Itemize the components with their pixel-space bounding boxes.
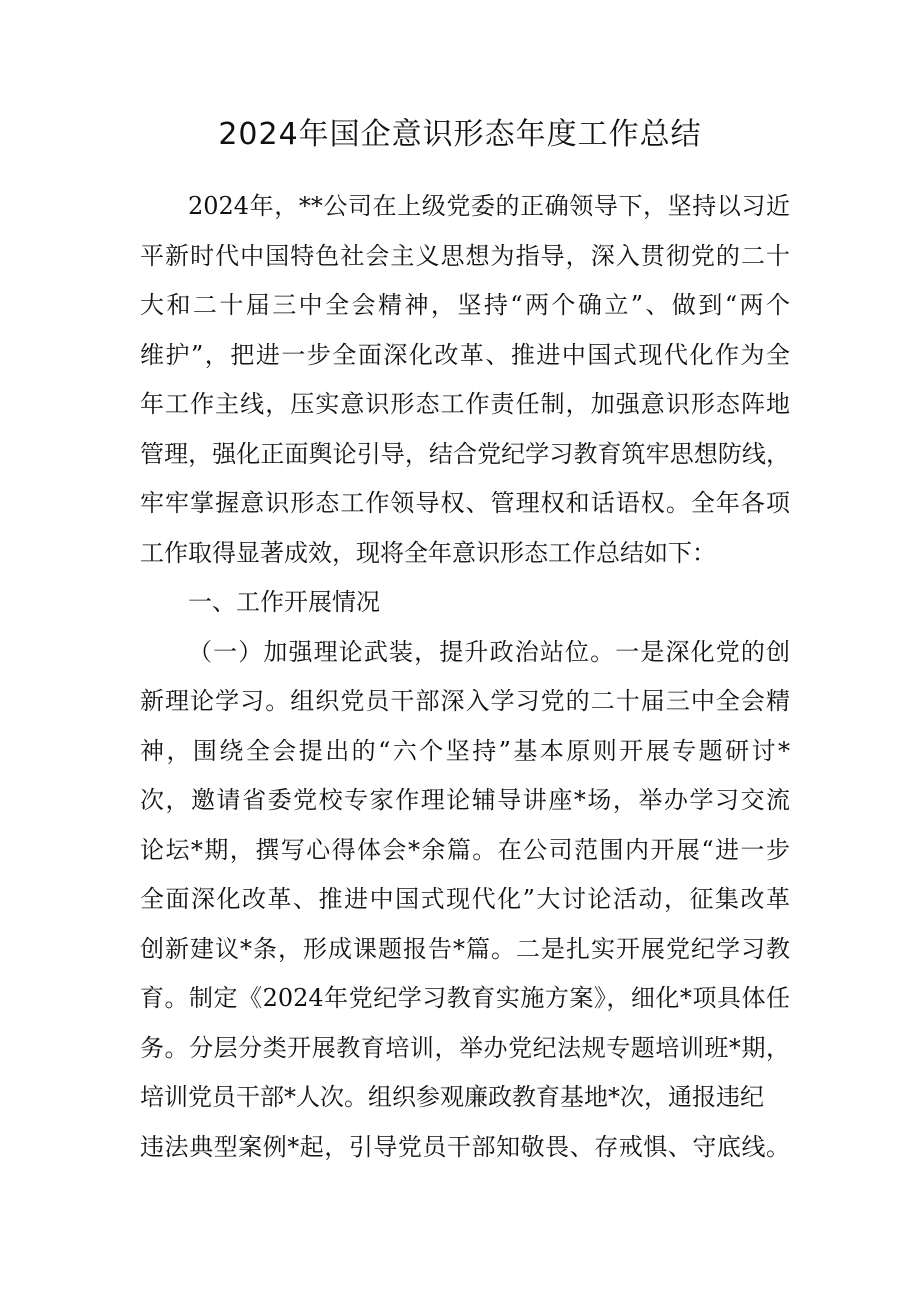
text-line: 新理论学习。组织党员干部深入学习党的二十届三中全会精: [140, 687, 790, 715]
document-body: [140, 182, 790, 1172]
text-line: （一）加强理论武装，提升政治站位。一是深化党的创: [188, 637, 790, 666]
intro-paragraph: [140, 182, 790, 578]
text-line: 论坛*期，撰写心得体会*余篇。在公司范围内开展“进一步: [140, 835, 790, 864]
text-line: 工作取得显著成效，现将全年意识形态工作总结如下：: [140, 538, 716, 567]
text-line: 维护”，把进一步全面深化改革、推进中国式现代化作为全: [140, 340, 790, 369]
document-title: 2024年国企意识形态年度工作总结: [218, 117, 702, 152]
section-paragraph: [140, 628, 790, 1173]
text-line: 务。分层分类开展教育培训，举办党纪法规专题培训班*期，: [140, 1033, 790, 1062]
heading-line: 一、工作开展情况: [188, 588, 380, 616]
text-line: 次，邀请省委党校专家作理论辅导讲座*场，举办学习交流: [140, 786, 790, 814]
text-line: 年工作主线，压实意识形态工作责任制，加强意识形态阵地: [140, 390, 790, 418]
text-line: 牢牢掌握意识形态工作领导权、管理权和话语权。全年各项: [140, 489, 790, 517]
text-line: 全面深化改革、推进中国式现代化”大讨论活动，征集改革: [140, 885, 790, 913]
text-line: 神，围绕全会提出的“六个坚持”基本原则开展专题研讨*: [140, 736, 790, 765]
text-line: 培训党员干部*人次。组织参观廉政教育基地*次，通报违纪: [140, 1083, 764, 1111]
text-line: 平新时代中国特色社会主义思想为指导，深入贯彻党的二十: [140, 241, 790, 270]
text-line: 管理，强化正面舆论引导，结合党纪学习教育筑牢思想防线，: [140, 439, 790, 468]
text-line: 2024年，**公司在上级党委的正确领导下，坚持以习近: [188, 192, 790, 220]
text-line: 大和二十届三中全会精神，坚持“两个确立”、做到“两个: [140, 291, 790, 319]
text-line: 创新建议*条，形成课题报告*篇。二是扎实开展党纪学习教: [140, 934, 790, 963]
text-line: 违法典型案例*起，引导党员干部知敬畏、存戒惧、守底线。: [140, 1132, 790, 1161]
text-line: 育。制定《2024年党纪学习教育实施方案》，细化*项具体任: [140, 984, 790, 1012]
section-heading: [140, 578, 790, 628]
